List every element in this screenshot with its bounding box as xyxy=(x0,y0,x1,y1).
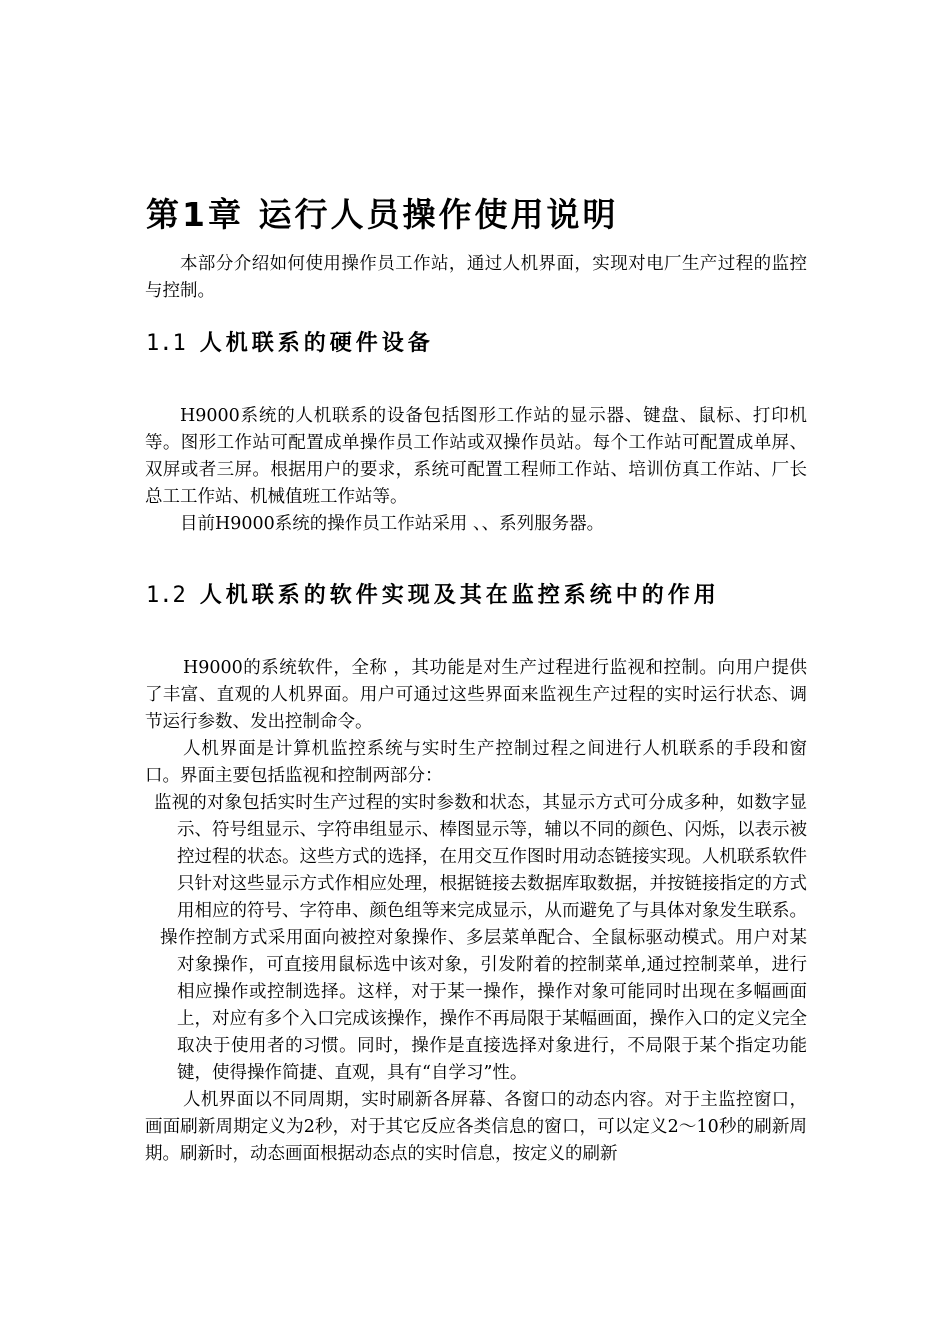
section-title-text: 人机联系的软件实现及其在监控系统中的作用 xyxy=(199,583,720,608)
section-heading-1-2 xyxy=(146,581,720,611)
section-1-2-body xyxy=(145,655,807,1168)
section-number: 1.2 xyxy=(146,583,186,608)
section-heading-1-1 xyxy=(146,329,434,359)
section-1-1-body xyxy=(145,403,807,538)
paragraph: 人机界面以不同周期，实时刷新各屏幕、各窗口的动态内容。对于主监控窗口，画面刷新周期定义为2秒，对于其它反应各类信息的窗口，可以定义2～10秒的刷新周期。刷新时，动态画面根据动态点的实时信息，按定义的刷新 xyxy=(145,1090,807,1164)
section-title-text: 人机联系的硬件设备 xyxy=(199,331,434,356)
intro-block xyxy=(145,251,807,305)
intro-paragraph: 本部分介绍如何使用操作员工作站，通过人机界面，实现对电厂生产过程的监控与控制。 xyxy=(145,254,807,301)
paragraph: 人机界面是计算机监控系统与实时生产控制过程之间进行人机联系的手段和窗口。界面主要包括监视和控制两部分： xyxy=(145,739,807,786)
paragraph: 目前H9000系统的操作员工作站采用 、、系列服务器。 xyxy=(180,514,605,534)
chapter-title: 第1章 运行人员操作使用说明 xyxy=(146,195,619,234)
paragraph: H9000的系统软件，全称 ，其功能是对生产过程进行监视和控制。向用户提供了丰富、直观的人机界面。用户可通过这些界面来监视生产过程的实时运行状态、调节运行参数、发出控制命令。 xyxy=(145,658,807,732)
list-item-monitoring: 监视的对象包括实时生产过程的实时参数和状态，其显示方式可分成多种，如数字显示、符号组显示、字符串组显示、棒图显示等，辅以不同的颜色、闪烁，以表示被控过程的状态。这些方式的选择，在用交互作图时用动态链接实现。人机联系软件只针对这些显示方式作相应处理，根据链接去数据库取数据，并按链接指定的方式用相应的符号、字符串、颜色组等来完成显示，从而避免了与具体对象发生联系。 xyxy=(154,793,807,921)
paragraph: H9000系统的人机联系的设备包括图形工作站的显示器、键盘、鼠标、打印机等。图形工作站可配置成单操作员工作站或双操作员站。每个工作站可配置成单屏、双屏或者三屏。根据用户的要求，系统可配置工程师工作站、培训仿真工作站、厂长总工工作站、机械值班工作站等。 xyxy=(145,406,807,507)
list-item-control: 操作控制方式采用面向被控对象操作、多层菜单配合、全鼠标驱动模式。用户对某对象操作，可直接用鼠标选中该对象，引发附着的控制菜单,通过控制菜单，进行相应操作或控制选择。这样，对于某一操作，操作对象可能同时出现在多幅画面上，对应有多个入口完成该操作，操作不再局限于某幅画面，操作入口的定义完全取决于使用者的习惯。同时，操作是直接选择对象进行，不局限于某个指定功能键，使得操作简捷、直观，具有“自学习”性。 xyxy=(160,928,807,1083)
section-number: 1.1 xyxy=(146,331,186,356)
